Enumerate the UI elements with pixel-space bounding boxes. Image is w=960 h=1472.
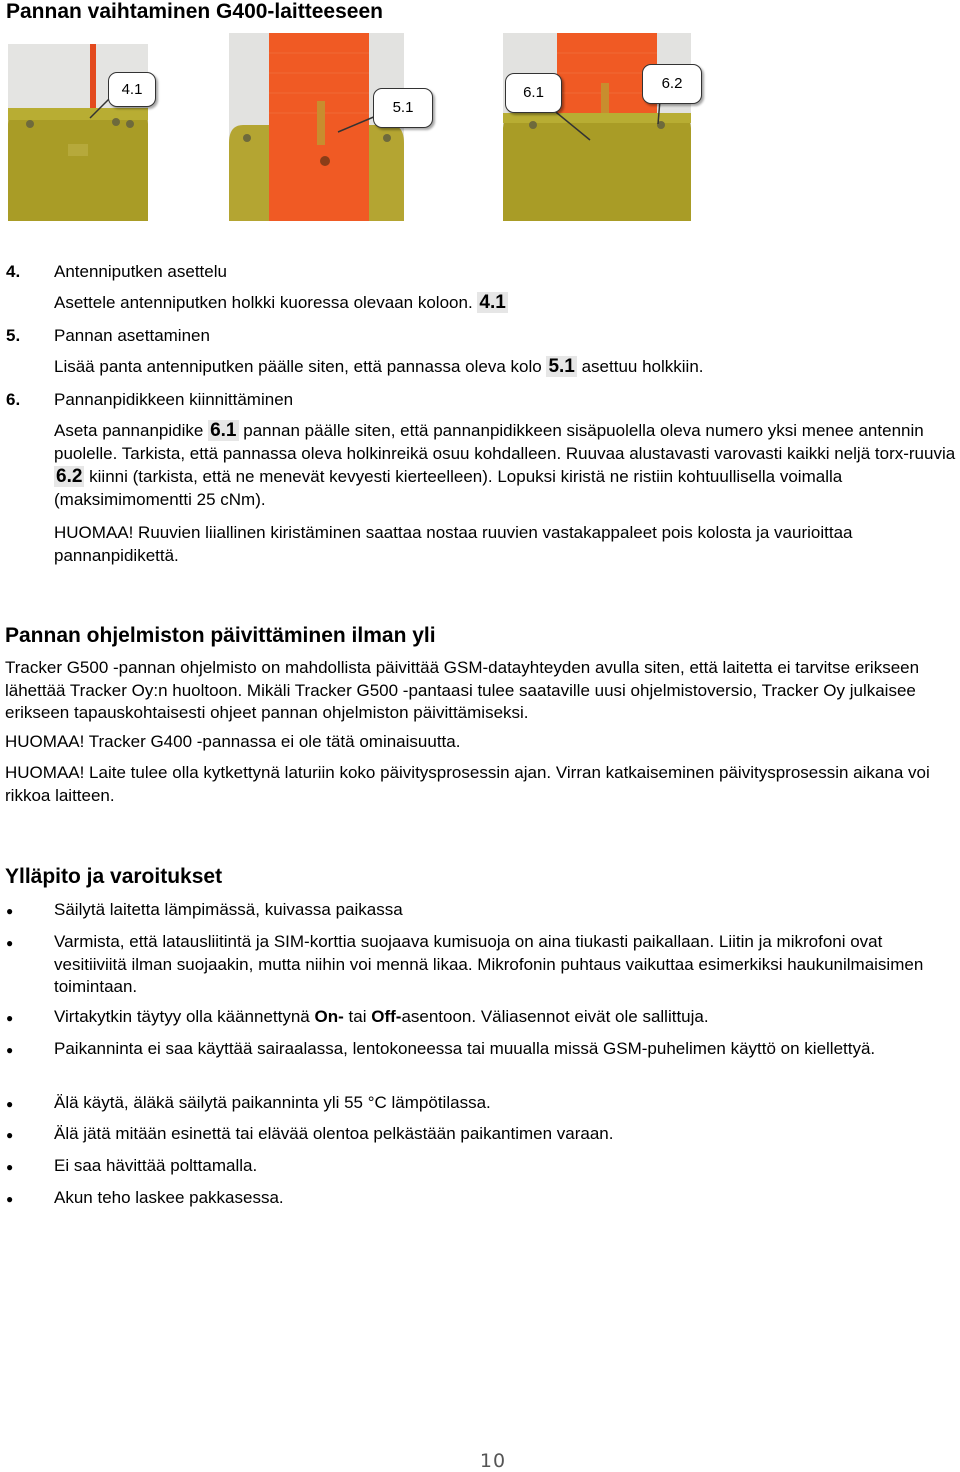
bullet-icon: ● bbox=[6, 1160, 14, 1174]
ref-4-1: 4.1 bbox=[479, 292, 506, 313]
step-text: Lisää panta antenniputken päälle siten, että pannassa oleva kolo 5.1 asettuu holkkiin. bbox=[54, 356, 704, 377]
list-item: Säilytä laitetta lämpimässä, kuivassa paikassa bbox=[54, 900, 403, 919]
step-number: 6. bbox=[6, 390, 21, 409]
step-title: Antenniputken asettelu bbox=[54, 262, 227, 281]
bullet-icon: ● bbox=[6, 904, 14, 918]
step-text: Aseta pannanpidike 6.1 pannan päälle siten, että pannanpidikkeen sisäpuolella oleva numero yksi menee antennin puolelle. Tarkista, että pannassa oleva holkinreikä osuu kohdalleen. Ruuvaa alustavasti varovasti kaikki neljä torx-ruuvia 6.2 kiinni (tarkista, että ne menevät kevyesti kierteelleen). Lopuksi kiristä ne ristiin kohtuullisella voimalla (maksimimomentti 25 cNm). bbox=[54, 420, 956, 509]
ref-6-1: 6.1 bbox=[210, 420, 237, 441]
update-note-2: HUOMAA! Laite tulee olla kytkettynä laturiin koko päivitysprosessin ajan. Virran katkaiseminen päivitysprosessin aikana voi rikkoa laitteen. bbox=[5, 763, 930, 805]
callout-leaders bbox=[0, 0, 960, 240]
list-item: Älä käytä, äläkä säilytä paikanninta yli 55 °C lämpötilassa. bbox=[54, 1093, 491, 1112]
step-number: 4. bbox=[6, 262, 21, 281]
bullet-icon: ● bbox=[6, 1192, 14, 1206]
list-item: Älä jätä mitään esinettä tai elävää olentoa pelkästään paikantimen varaan. bbox=[54, 1124, 614, 1143]
list-item: Ei saa hävittää polttamalla. bbox=[54, 1156, 258, 1175]
ref-5-1: 5.1 bbox=[548, 356, 575, 377]
callout-4-1: 4.1 bbox=[108, 72, 156, 107]
update-note-1: HUOMAA! Tracker G400 -pannassa ei ole tätä ominaisuutta. bbox=[5, 732, 461, 751]
callout-6-1: 6.1 bbox=[505, 73, 562, 113]
step-title: Pannan asettaminen bbox=[54, 326, 210, 345]
section-heading-maintenance: Ylläpito ja varoitukset bbox=[5, 865, 223, 888]
bullet-icon: ● bbox=[6, 1097, 14, 1111]
callout-5-1: 5.1 bbox=[373, 88, 433, 128]
ref-6-2: 6.2 bbox=[56, 466, 83, 487]
step-title: Pannanpidikkeen kiinnittäminen bbox=[54, 390, 294, 409]
bullet-icon: ● bbox=[6, 936, 14, 950]
list-item: Varmista, että latausliitintä ja SIM-korttia suojaava kumisuoja on aina tiukasti paikallaan. Liitin ja mikrofoni ovat vesitiiviitä ilman suojaakin, mutta niihin voi mennä likaa. Mikrofonin puhtaus vaikuttaa esimerkiksi haukunilmaisimen toimintaan. bbox=[54, 932, 924, 996]
step-note: HUOMAA! Ruuvien liiallinen kiristäminen saattaa nostaa ruuvien vastakappaleet pois kolosta ja vaurioittaa pannanpidikettä. bbox=[54, 523, 853, 565]
step-number: 5. bbox=[6, 326, 21, 345]
callout-6-2: 6.2 bbox=[642, 64, 702, 104]
bullet-icon: ● bbox=[6, 1011, 14, 1025]
list-item: Virtakytkin täytyy olla käännettynä On- tai Off-asentoon. Väliasennot eivät ole sallittuja. bbox=[54, 1007, 709, 1026]
list-item: Paikanninta ei saa käyttää sairaalassa, lentokoneessa tai muualla missä GSM-puhelimen käyttö on kiellettyä. bbox=[54, 1039, 876, 1058]
page-title: Pannan vaihtaminen G400-laitteeseen bbox=[6, 0, 383, 23]
page-number: 10 bbox=[479, 1450, 507, 1472]
update-paragraph: Tracker G500 -pannan ohjelmisto on mahdollista päivittää GSM-datayhteyden avulla siten, että laitetta ei tarvitse erikseen lähettää Tracker Oy:n huoltoon. Mikäli Tracker G500 -pantaasi tulee saataville uusi ohjelmistoversio, Tracker Oy julkaisee erikseen tapauskohtaisesti ohjeet pannan ohjelmiston päivittämiseksi. bbox=[5, 658, 920, 722]
bullet-icon: ● bbox=[6, 1043, 14, 1057]
list-item: Akun teho laskee pakkasessa. bbox=[54, 1188, 284, 1207]
section-heading-update: Pannan ohjelmiston päivittäminen ilman yli bbox=[5, 624, 436, 647]
bullet-icon: ● bbox=[6, 1128, 14, 1142]
step-text: Asettele antenniputken holkki kuoressa olevaan koloon. 4.1 bbox=[54, 292, 506, 313]
